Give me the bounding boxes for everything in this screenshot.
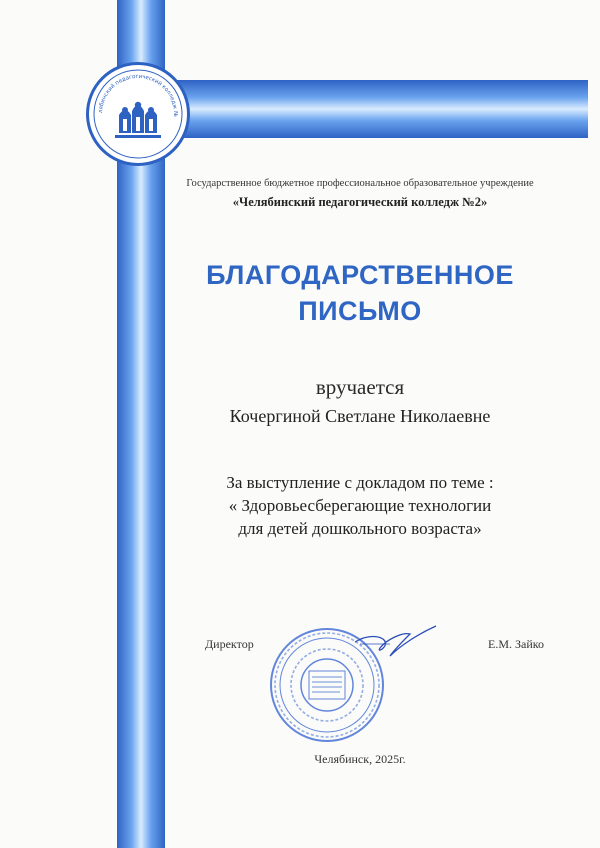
awarded-label: вручается bbox=[315, 375, 405, 399]
signer-name: Е.М. Зайко bbox=[488, 637, 544, 651]
college-emblem-icon bbox=[86, 62, 190, 166]
handwritten-signature-icon bbox=[350, 620, 440, 665]
reason-line-3: для детей дошкольного возраста» bbox=[238, 519, 482, 538]
award-reason bbox=[150, 471, 570, 540]
reason-line-1: За выступление с докладом по теме : bbox=[226, 473, 494, 492]
reason-line-2: « Здоровьесберегающие технологии bbox=[228, 496, 492, 515]
institution-name: «Челябинский педагогический колледж №2» bbox=[232, 195, 488, 209]
institution-type: Государственное бюджетное профессиональное образовательное учреждение bbox=[186, 178, 534, 189]
title-line-1: БЛАГОДАРСТВЕННОЕ bbox=[206, 260, 514, 290]
director-label: Директор bbox=[205, 637, 254, 651]
place-and-date: Челябинск, 2025г. bbox=[314, 752, 406, 766]
logo-text: лябинский педагогический колледж № bbox=[97, 73, 179, 117]
recipient-name: Кочергиной Светлане Николаевне bbox=[229, 406, 491, 426]
title-line-2: ПИСЬМО bbox=[298, 296, 422, 326]
document-title bbox=[150, 257, 570, 329]
